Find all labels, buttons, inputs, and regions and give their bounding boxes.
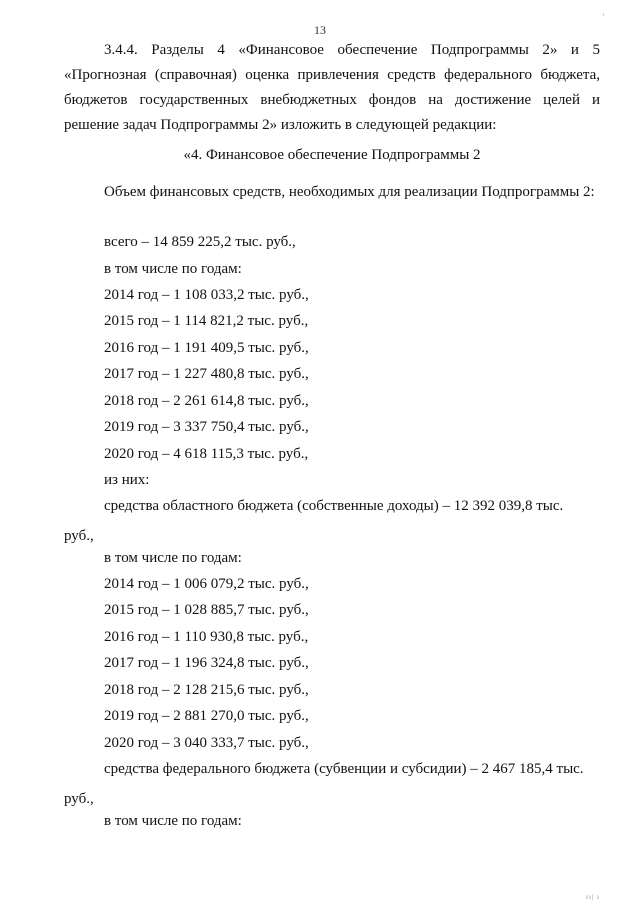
- federal-budget-paragraph: [64, 759, 600, 809]
- year-line: 2019 год – 3 337 750,4 тыс. руб.,: [104, 419, 309, 435]
- by-years-label: в том числе по годам:: [104, 813, 242, 829]
- regional-budget-paragraph: [64, 496, 600, 546]
- volume-paragraph: Объем финансовых средств, необходимых для реализации Подпрограммы 2:: [104, 184, 595, 200]
- year-line: 2020 год – 4 618 115,3 тыс. руб.,: [104, 446, 309, 462]
- of-which-label: из них:: [104, 472, 150, 488]
- federal-budget-text: средства федерального бюджета (субвенции и субсидии) – 2 467 185,4 тыс.: [104, 761, 584, 777]
- by-years-label: в том числе по годам:: [104, 550, 242, 566]
- intro-paragraph: 3.4.4. Разделы 4 «Финансовое обеспечение Подпрограммы 2» и 5 «Прогнозная (справочная) оценка привлечения средств федерального бюджета, бюджетов государственных внебюджетных фондов на достижение целей и решение задач Подпрограммы 2» изложить в следующей редакции:: [64, 42, 600, 133]
- corner-mark: ': [602, 12, 604, 22]
- year-line: 2020 год – 3 040 333,7 тыс. руб.,: [104, 735, 309, 751]
- regional-budget-text: средства областного бюджета (собственные доходы) – 12 392 039,8 тыс.: [104, 498, 564, 514]
- total-line: всего – 14 859 225,2 тыс. руб.,: [104, 234, 296, 250]
- year-line: 2017 год – 1 196 324,8 тыс. руб.,: [104, 655, 309, 671]
- year-line: 2015 год – 1 028 885,7 тыс. руб.,: [104, 602, 309, 618]
- by-years-label: в том числе по годам:: [104, 261, 242, 277]
- page-number: 13: [314, 23, 326, 37]
- year-line: 2016 год – 1 191 409,5 тыс. руб.,: [104, 340, 309, 356]
- year-line: 2018 год – 2 128 215,6 тыс. руб.,: [104, 682, 309, 698]
- year-line: 2014 год – 1 006 079,2 тыс. руб.,: [104, 576, 309, 592]
- regional-budget-tail: руб.,: [64, 528, 94, 544]
- footer-mark: ıı| ı: [586, 893, 600, 901]
- year-line: 2014 год – 1 108 033,2 тыс. руб.,: [104, 287, 309, 303]
- federal-budget-tail: руб.,: [64, 791, 94, 807]
- year-line: 2019 год – 2 881 270,0 тыс. руб.,: [104, 708, 309, 724]
- year-line: 2015 год – 1 114 821,2 тыс. руб.,: [104, 313, 309, 329]
- year-line: 2018 год – 2 261 614,8 тыс. руб.,: [104, 393, 309, 409]
- section-heading: «4. Финансовое обеспечение Подпрограммы 2: [183, 147, 481, 163]
- year-line: 2016 год – 1 110 930,8 тыс. руб.,: [104, 629, 309, 645]
- year-line: 2017 год – 1 227 480,8 тыс. руб.,: [104, 366, 309, 382]
